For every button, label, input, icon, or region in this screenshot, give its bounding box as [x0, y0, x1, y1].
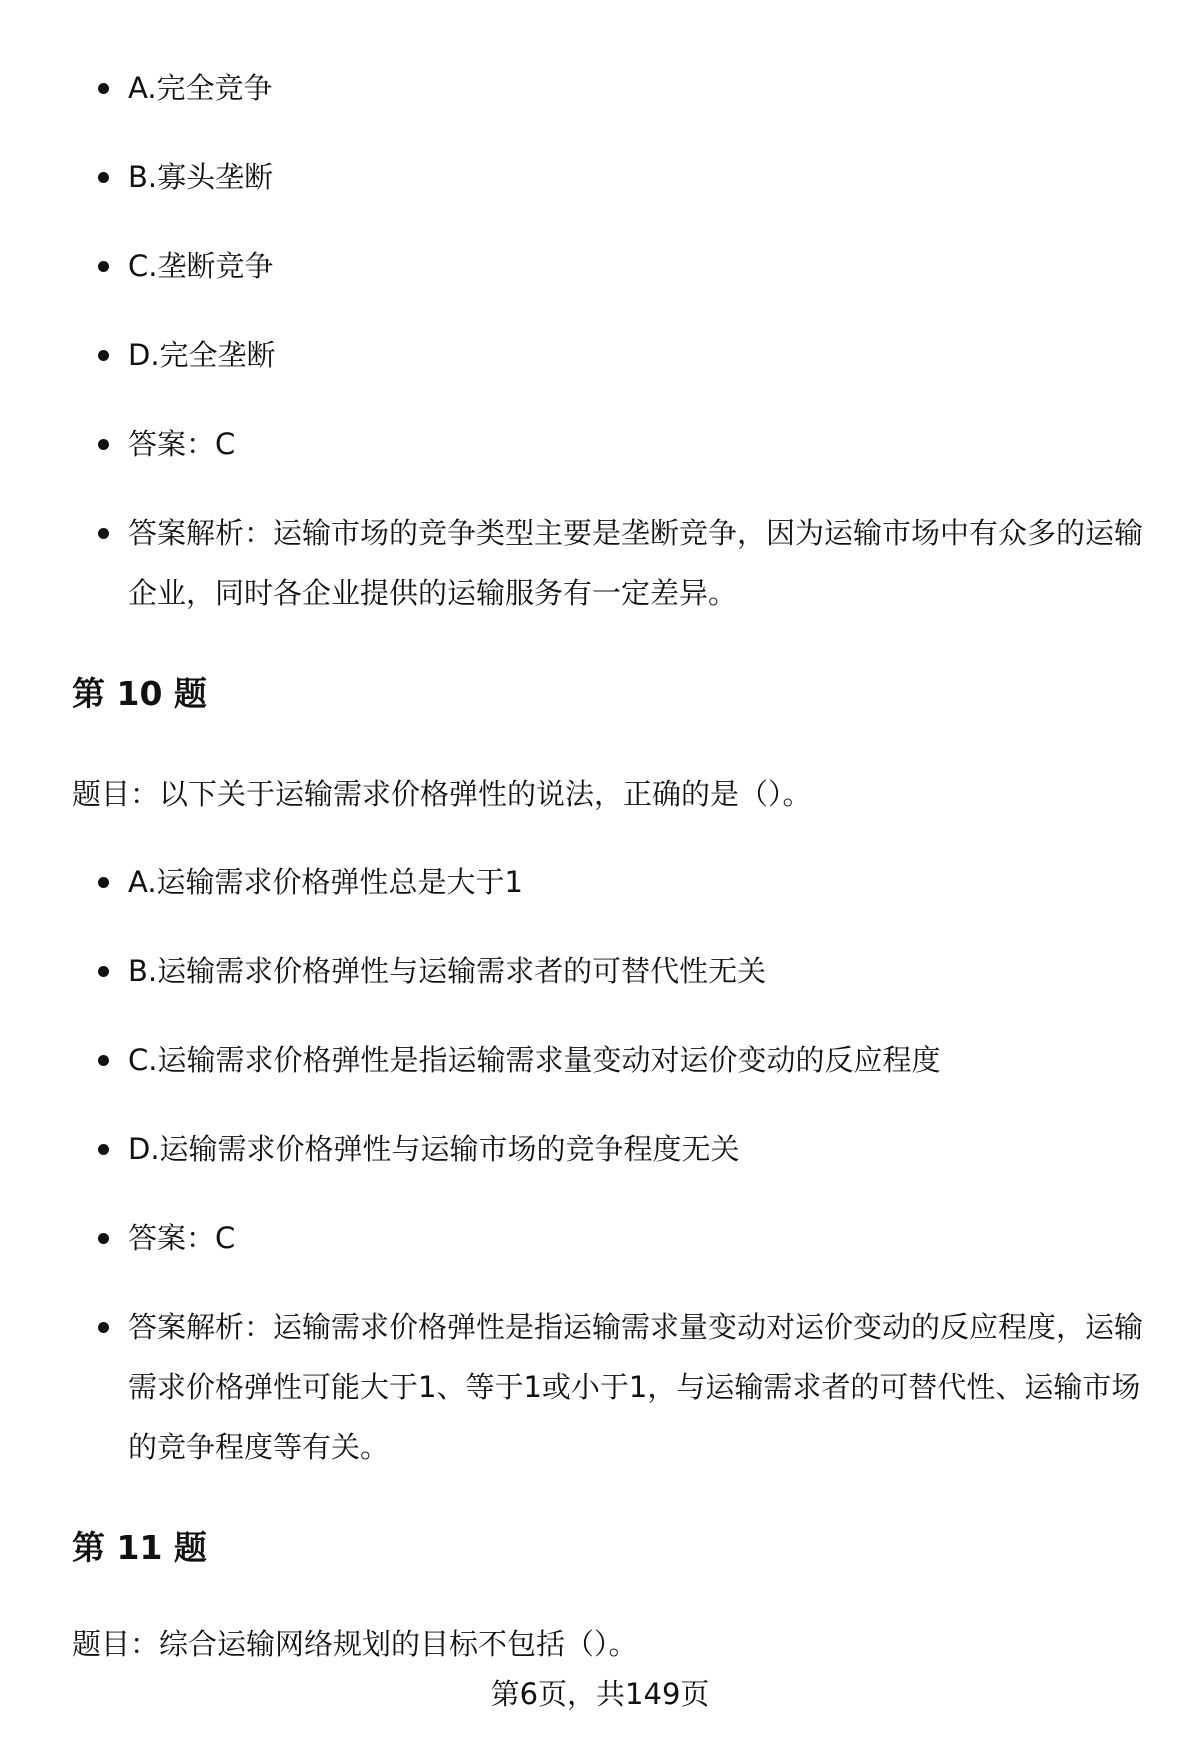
q9-option-a: A.完全竞争	[72, 58, 1152, 118]
q10-heading: 第 10 题	[72, 674, 207, 713]
q9-explanation: 答案解析：运输市场的竞争类型主要是垄断竞争，因为运输市场中有众多的运输企业，同时各企业提供的运输服务有一定差异。	[72, 503, 1152, 623]
q10-option-d: D.运输需求价格弹性与运输市场的竞争程度无关	[72, 1119, 1152, 1179]
q11-heading: 第 11 题	[72, 1528, 207, 1567]
q10-option-c: C.运输需求价格弹性是指运输需求量变动对运价变动的反应程度	[72, 1030, 1152, 1090]
q10-explanation: 答案解析：运输需求价格弹性是指运输需求量变动对运价变动的反应程度，运输需求价格弹性可能大于1、等于1或小于1，与运输需求者的可替代性、运输市场的竞争程度等有关。	[72, 1297, 1152, 1477]
q9-option-d: D.完全垄断	[72, 325, 1152, 385]
q11-question: 题目：综合运输网络规划的目标不包括（）。	[72, 1627, 638, 1661]
q9-option-b: B.寡头垄断	[72, 147, 1152, 207]
q9-options-list	[72, 58, 1152, 623]
q9-option-c: C.垄断竞争	[72, 236, 1152, 296]
q10-option-a: A.运输需求价格弹性总是大于1	[72, 852, 1152, 912]
q10-option-b: B.运输需求价格弹性与运输需求者的可替代性无关	[72, 941, 1152, 1001]
page-number-footer: 第6页，共149页	[490, 1677, 710, 1711]
q10-question: 题目：以下关于运输需求价格弹性的说法，正确的是（）。	[72, 777, 812, 811]
q10-options-list	[72, 852, 1152, 1477]
q10-answer: 答案：C	[72, 1208, 1152, 1268]
q9-answer: 答案：C	[72, 414, 1152, 474]
